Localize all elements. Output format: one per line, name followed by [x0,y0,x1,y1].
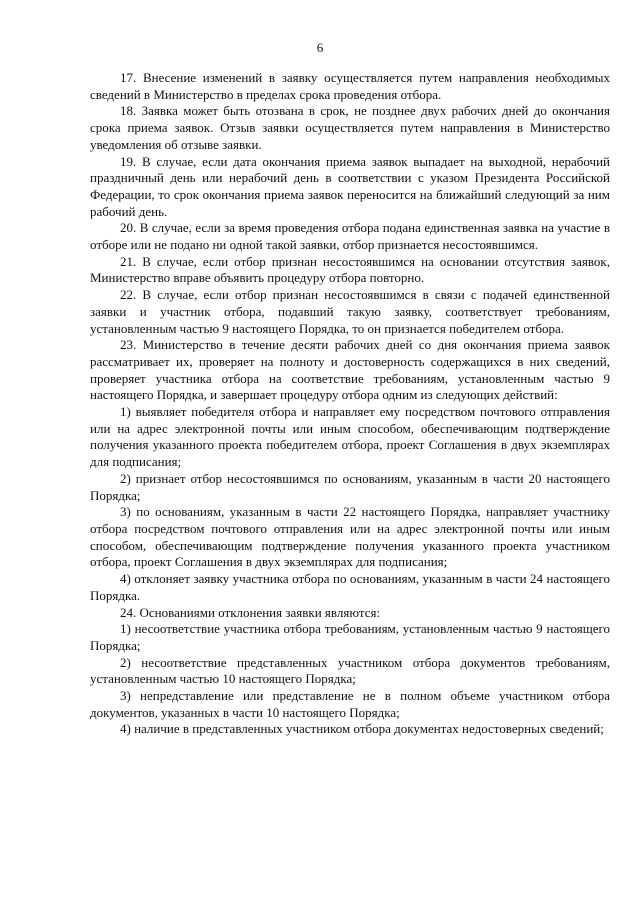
list-item-23-4: 4) отклоняет заявку участника отбора по основаниям, указанным в части 24 настоящего Порядка. [90,571,610,603]
paragraph-24: 24. Основаниями отклонения заявки являются: [120,604,381,620]
list-item-23-1: 1) выявляет победителя отбора и направляет ему посредством почтового отправления или на адрес электронной почты или иным способом, обеспечивающим подтверждение получения указанного проекта победителем отбора, проект Соглашения в двух экземплярах для подписания; [90,404,610,470]
paragraph-23: 23. Министерство в течение десяти рабочих дней со дня окончания приема заявок рассматривает их, проверяет на полноту и достоверность содержащихся в них сведений, проверяет участника отбора на соответствие требованиям, установленным частью 9 настоящего Порядка, и завершает процедуру отбора одним из следующих действий: [90,337,610,403]
list-item-24-3: 3) непредставление или представление не в полном объеме участником отбора документов, указанных в части 10 настоящего Порядка; [90,688,610,720]
paragraph-18: 18. Заявка может быть отозвана в срок, не позднее двух рабочих дней до окончания срока приема заявок. Отзыв заявки осуществляется путем направления в Министерство уведомления об отзыве заявки. [90,103,610,152]
paragraph-19: 19. В случае, если дата окончания приема заявок выпадает на выходной, нерабочий праздничный день или нерабочий день в соответствии с указом Президента Российской Федерации, то срок окончания приема заявок переносится на ближайший следующий за ним рабочий день. [90,153,610,219]
document-body [90,70,610,738]
list-item-24-1: 1) несоответствие участника отбора требованиям, установленным частью 9 настоящего Порядка; [90,621,610,653]
paragraph-21: 21. В случае, если отбор признан несостоявшимся на основании отсутствия заявок, Министерство вправе объявить процедуру отбора повторно. [90,253,610,286]
list-item-23-2: 2) признает отбор несостоявшимся по основаниям, указанным в части 20 настоящего Порядка; [90,470,610,503]
list-item-23-3: 3) по основаниям, указанным в части 22 настоящего Порядка, направляет участнику отбора посредством почтового отправления или на адрес электронной почты или иным способом, обеспечивающим подтверждение получения указанного проекта участником отбора, проект Соглашения в двух экземплярах для подписания; [90,504,610,570]
paragraph-22: 22. В случае, если отбор признан несостоявшимся в связи с подачей единственной заявки и участник отбора, подавший такую заявку, соответствует требованиям, установленным частью 9 настоящего Порядка, то он признается победителем отбора. [90,287,610,336]
list-item-24-4: 4) наличие в представленных участником отбора документах недостоверных сведений; [120,721,604,737]
list-item-24-2: 2) несоответствие представленных участником отбора документов требованиям, установленным частью 10 настоящего Порядка; [90,654,610,687]
paragraph-20: 20. В случае, если за время проведения отбора подана единственная заявка на участие в отборе или не подано ни одной такой заявки, отбор признается несостоявшимся. [90,220,610,253]
page-number: 6 [316,40,324,55]
paragraph-17: 17. Внесение изменений в заявку осуществляется путем направления необходимых сведений в Министерство в пределах срока проведения отбора. [90,70,610,102]
